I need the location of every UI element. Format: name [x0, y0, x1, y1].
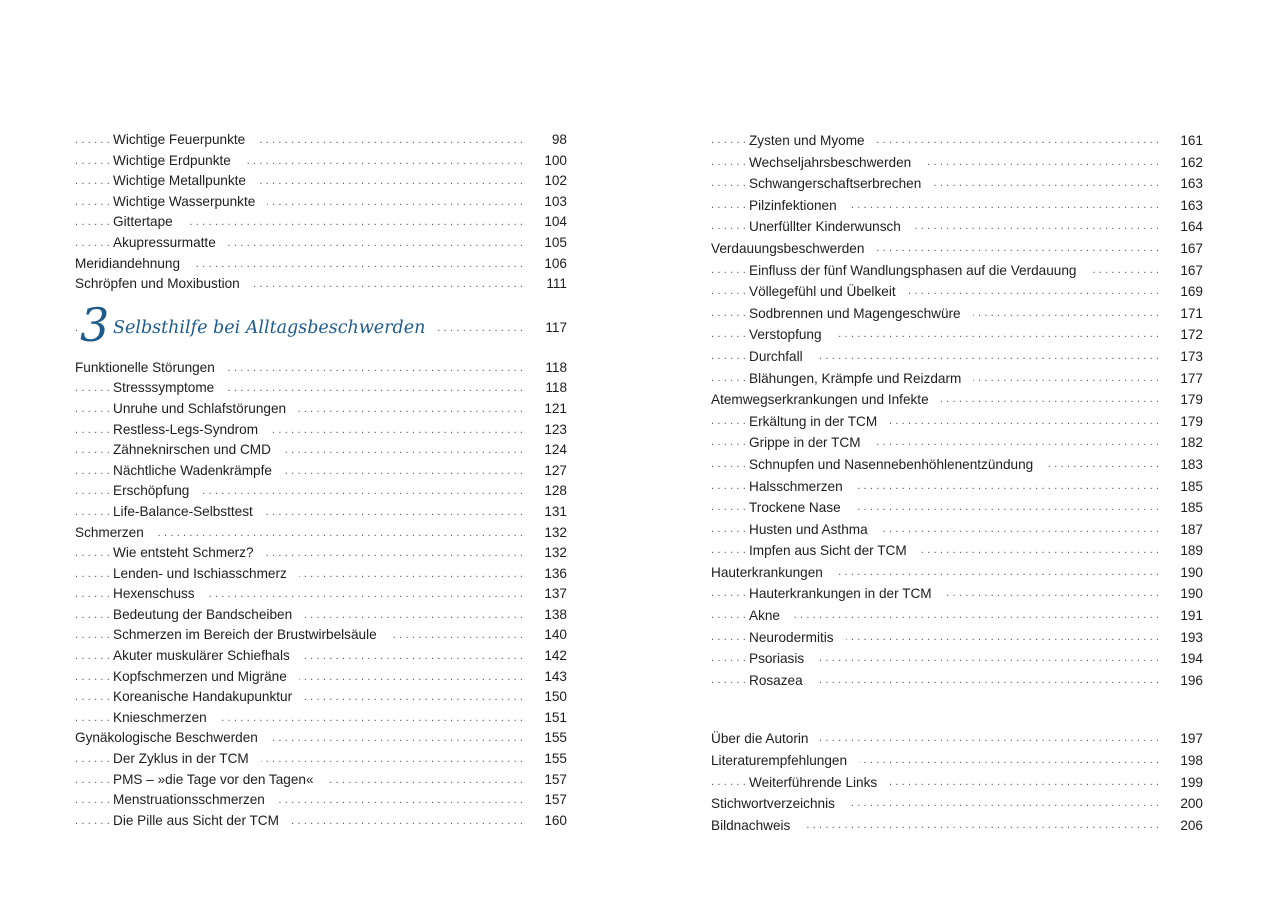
toc-entry-page: 197: [1180, 731, 1203, 747]
toc-entry-page: 187: [1180, 521, 1203, 537]
toc-entry[interactable]: [711, 195, 1203, 217]
toc-entry-title: Neurodermitis: [749, 627, 846, 649]
toc-entry-page: 118: [545, 359, 567, 375]
toc-entry-page: 98: [551, 132, 567, 147]
toc-entry-title: Akne: [749, 605, 792, 627]
toc-entry-page: 190: [1180, 586, 1203, 602]
toc-entry[interactable]: [711, 772, 1203, 794]
toc-entry-page: 123: [544, 421, 567, 437]
toc-entry-page: 196: [1180, 672, 1203, 688]
toc-entry-title: Hexenschuss: [113, 584, 207, 605]
toc-entry-page: 185: [1180, 478, 1203, 494]
toc-entry-title: Schnupfen und Nasennebenhöhlenentzündung: [749, 454, 1045, 476]
toc-entry-title: Erschöpfung: [113, 481, 201, 502]
toc-entry-page: 155: [544, 730, 567, 746]
toc-entry-title: Hauterkrankungen: [711, 562, 835, 584]
toc-entry-title: Literaturempfehlungen: [711, 750, 859, 772]
toc-entry-title: Unruhe und Schlafstörungen: [113, 399, 298, 420]
toc-entry-page: 194: [1180, 651, 1203, 667]
toc-entry-page: 172: [1180, 327, 1203, 343]
toc-entry[interactable]: [75, 584, 567, 605]
toc-entry-title: Psoriasis: [749, 648, 816, 670]
toc-entry-title: Trockene Nase: [749, 497, 853, 519]
toc-entry[interactable]: [75, 708, 567, 729]
toc-list-right: [711, 130, 1203, 691]
toc-entry-title: Menstruationsschmerzen: [113, 790, 277, 811]
toc-entry-page: 206: [1180, 817, 1203, 833]
toc-entry[interactable]: [75, 646, 567, 667]
toc-entry[interactable]: [75, 564, 567, 585]
toc-entry-page: 100: [544, 152, 567, 168]
toc-entry-page: 157: [544, 771, 567, 787]
toc-entry-page: 167: [1180, 240, 1203, 256]
toc-entry[interactable]: [711, 368, 1203, 390]
toc-entry-page: 182: [1180, 435, 1203, 451]
toc-entry-title: Wichtige Feuerpunkte: [113, 130, 257, 151]
toc-entry-page: 189: [1180, 543, 1203, 559]
toc-entry-title: Gynäkologische Beschwerden: [75, 728, 270, 749]
toc-entry[interactable]: [75, 358, 567, 379]
toc-entry-title: Schmerzen im Bereich der Brustwirbelsäule: [113, 625, 389, 646]
toc-entry-page: 143: [544, 668, 567, 684]
toc-entry[interactable]: [75, 420, 567, 441]
toc-list-left-bottom: [75, 358, 567, 832]
toc-entry-title: Akupressurmatte: [113, 233, 228, 254]
toc-entry-page: 190: [1180, 564, 1203, 580]
toc-entry-page: 171: [1180, 305, 1203, 321]
toc-entry-page: 127: [544, 462, 567, 478]
toc-entry-title: Zähneknirschen und CMD: [113, 440, 283, 461]
toc-entry[interactable]: [711, 173, 1203, 195]
toc-entry-page: 179: [1180, 413, 1203, 429]
toc-entry-page: 104: [544, 214, 567, 230]
toc-entry-title: Gittertape: [113, 212, 185, 233]
toc-entry-page: 105: [544, 234, 567, 250]
toc-entry-page: 102: [544, 173, 567, 189]
toc-entry[interactable]: [711, 540, 1203, 562]
toc-entry-title: Sodbrennen und Magengeschwüre: [749, 303, 973, 325]
toc-entry-title: Erkältung in der TCM: [749, 411, 889, 433]
toc-entry-title: Halsschmerzen: [749, 476, 855, 498]
toc-entry-title: Stichwortverzeichnis: [711, 793, 847, 815]
toc-list-appendix: [711, 728, 1203, 836]
toc-entry-title: Blähungen, Krämpfe und Reizdarm: [749, 368, 973, 390]
toc-entry-page: 199: [1180, 774, 1203, 790]
toc-entry[interactable]: [711, 670, 1203, 692]
toc-entry-title: Wichtige Metallpunkte: [113, 171, 258, 192]
toc-entry[interactable]: [711, 152, 1203, 174]
toc-entry[interactable]: [711, 303, 1203, 325]
toc-entry-page: 179: [1180, 392, 1203, 408]
toc-entry-page: 140: [544, 627, 567, 643]
toc-entry-title: Schmerzen: [75, 523, 156, 544]
toc-entry[interactable]: [75, 749, 567, 770]
toc-entry-title: Wichtige Erdpunkte: [113, 151, 243, 172]
toc-entry-title: Pilzinfektionen: [749, 195, 849, 217]
toc-entry-title: Meridiandehnung: [75, 254, 192, 275]
toc-entry-title: PMS – »die Tage vor den Tagen«: [113, 770, 326, 791]
toc-entry-title: Atemwegserkrankungen und Infekte: [711, 389, 941, 411]
toc-entry-page: 106: [544, 255, 567, 271]
toc-entry-page: 138: [544, 606, 567, 622]
toc-entry-title: Rosazea: [749, 670, 815, 692]
toc-entry-page: 136: [544, 565, 567, 581]
toc-entry-title: Kopfschmerzen und Migräne: [113, 667, 299, 688]
toc-entry-title: Lenden- und Ischiasschmerz: [113, 564, 299, 585]
toc-entry[interactable]: [711, 432, 1203, 454]
toc-entry-title: Husten und Asthma: [749, 519, 880, 541]
chapter-number: 3: [80, 304, 109, 352]
toc-entry[interactable]: [75, 625, 567, 646]
toc-entry[interactable]: [75, 461, 567, 482]
toc-entry[interactable]: [711, 648, 1203, 670]
toc-entry-title: Funktionelle Störungen: [75, 358, 227, 379]
toc-entry[interactable]: [75, 171, 567, 192]
toc-entry[interactable]: [711, 627, 1203, 649]
toc-entry-title: Grippe in der TCM: [749, 432, 873, 454]
toc-entry-title: Einfluss der fünf Wandlungsphasen auf die Verdauung: [749, 260, 1088, 282]
toc-entry-title: Unerfüllter Kinderwunsch: [749, 216, 913, 238]
toc-entry-page: 169: [1180, 284, 1203, 300]
toc-entry[interactable]: [75, 523, 567, 544]
toc-entry[interactable]: [711, 389, 1203, 411]
toc-entry-page: 103: [544, 193, 567, 209]
toc-entry-page: 150: [544, 689, 567, 705]
toc-entry[interactable]: [711, 281, 1203, 303]
toc-entry[interactable]: [711, 750, 1203, 772]
toc-entry-page: 132: [544, 545, 567, 561]
chapter-title: Selbsthilfe bei Alltagsbeschwerden: [113, 318, 437, 338]
toc-entry[interactable]: [711, 130, 1203, 152]
toc-entry-page: 128: [544, 483, 567, 499]
toc-entry-title: Wichtige Wasserpunkte: [113, 192, 267, 213]
toc-entry-page: 163: [1180, 197, 1203, 213]
toc-entry-title: Verdauungsbeschwerden: [711, 238, 876, 260]
toc-entry-title: Knieschmerzen: [113, 708, 219, 729]
toc-entry[interactable]: [711, 216, 1203, 238]
toc-entry-title: Verstopfung: [749, 324, 834, 346]
toc-entry-page: 121: [544, 400, 567, 416]
toc-entry[interactable]: [75, 687, 567, 708]
toc-entry-title: Akuter muskulärer Schiefhals: [113, 646, 302, 667]
toc-entry[interactable]: [75, 192, 567, 213]
toc-entry[interactable]: [75, 151, 567, 172]
toc-entry[interactable]: [711, 728, 1203, 750]
toc-entry-title: Schwangerschaftserbrechen: [749, 173, 933, 195]
toc-entry[interactable]: [711, 346, 1203, 368]
toc-entry-title: Der Zyklus in der TCM: [113, 749, 261, 770]
toc-entry[interactable]: [711, 497, 1203, 519]
toc-entry-title: Bedeutung der Bandscheiben: [113, 605, 304, 626]
toc-entry[interactable]: [711, 476, 1203, 498]
toc-entry[interactable]: [711, 260, 1203, 282]
chapter-heading[interactable]: [75, 304, 567, 354]
toc-entry-page: 131: [544, 503, 567, 519]
toc-entry[interactable]: [75, 811, 567, 832]
toc-entry[interactable]: [75, 543, 567, 564]
toc-entry-title: Wie entsteht Schmerz?: [113, 543, 266, 564]
toc-entry-page: 167: [1180, 262, 1203, 278]
toc-entry-page: 160: [544, 812, 567, 828]
toc-entry-title: Durchfall: [749, 346, 815, 368]
toc-entry-title: Nächtliche Wadenkrämpfe: [113, 461, 284, 482]
toc-entry-title: Über die Autorin: [711, 728, 820, 750]
toc-entry[interactable]: [711, 562, 1203, 584]
toc-entry-page: 173: [1180, 348, 1203, 364]
toc-entry[interactable]: [75, 130, 567, 151]
toc-entry-title: Zysten und Myome: [749, 130, 877, 152]
toc-entry-title: Völlegefühl und Übelkeit: [749, 281, 908, 303]
toc-entry-title: Bildnachweis: [711, 815, 802, 837]
toc-entry[interactable]: [711, 324, 1203, 346]
toc-entry-page: 151: [544, 709, 567, 725]
toc-entry-page: 161: [1180, 133, 1203, 148]
toc-entry-page: 124: [544, 442, 567, 458]
toc-entry[interactable]: [75, 440, 567, 461]
toc-entry-page: 157: [544, 792, 567, 808]
toc-entry-page: 177: [1180, 370, 1203, 386]
toc-entry-page: 163: [1180, 176, 1203, 192]
toc-entry[interactable]: [75, 667, 567, 688]
toc-entry[interactable]: [711, 793, 1203, 815]
toc-entry[interactable]: [75, 212, 567, 233]
toc-entry[interactable]: [711, 411, 1203, 433]
toc-entry-page: 183: [1180, 456, 1203, 472]
toc-column-right: [711, 130, 1203, 836]
toc-entry[interactable]: [75, 399, 567, 420]
toc-entry-title: Die Pille aus Sicht der TCM: [113, 811, 291, 832]
toc-entry-page: 155: [544, 751, 567, 767]
toc-entry[interactable]: [75, 770, 567, 791]
toc-entry[interactable]: [711, 815, 1203, 837]
toc-entry-title: Weiterführende Links: [749, 772, 889, 794]
toc-column-left: [75, 130, 567, 831]
toc-entry[interactable]: [711, 519, 1203, 541]
toc-entry-title: Koreanische Handakupunktur: [113, 687, 304, 708]
toc-entry-page: 111: [546, 276, 567, 292]
toc-entry[interactable]: [75, 481, 567, 502]
toc-entry-page: 164: [1180, 219, 1203, 235]
toc-entry-title: Hauterkrankungen in der TCM: [749, 583, 944, 605]
toc-entry[interactable]: [75, 605, 567, 626]
toc-entry-title: Life-Balance-Selbsttest: [113, 502, 265, 523]
toc-entry[interactable]: [75, 274, 567, 295]
toc-entry-page: 185: [1180, 500, 1203, 516]
toc-entry[interactable]: [711, 583, 1203, 605]
toc-entry-page: 191: [1180, 608, 1203, 624]
toc-entry-title: Wechseljahrsbeschwerden: [749, 152, 923, 174]
toc-entry[interactable]: [75, 254, 567, 275]
toc-entry[interactable]: [75, 728, 567, 749]
toc-entry-title: Restless-Legs-Syndrom: [113, 420, 270, 441]
toc-entry-page: 198: [1180, 753, 1203, 769]
toc-entry[interactable]: [711, 238, 1203, 260]
toc-entry-page: 193: [1180, 629, 1203, 645]
toc-entry-title: Schröpfen und Moxibustion: [75, 274, 252, 295]
toc-entry[interactable]: [711, 605, 1203, 627]
toc-entry-page: 132: [544, 524, 567, 540]
toc-entry[interactable]: [75, 790, 567, 811]
toc-entry-page: 162: [1180, 154, 1203, 170]
toc-entry[interactable]: [711, 454, 1203, 476]
toc-entry-page: 142: [544, 648, 567, 664]
toc-entry-page: 118: [545, 380, 567, 396]
toc-entry[interactable]: [75, 233, 567, 254]
toc-entry-page: 137: [544, 586, 567, 602]
toc-entry[interactable]: [75, 378, 567, 399]
toc-entry-title: Stresssymptome: [113, 378, 226, 399]
section-spacer: [711, 691, 1203, 728]
toc-entry[interactable]: [75, 502, 567, 523]
chapter-page-number: 117: [545, 319, 567, 335]
toc-entry-page: 200: [1180, 796, 1203, 812]
toc-list-left-top: [75, 130, 567, 295]
toc-entry-title: Impfen aus Sicht der TCM: [749, 540, 919, 562]
